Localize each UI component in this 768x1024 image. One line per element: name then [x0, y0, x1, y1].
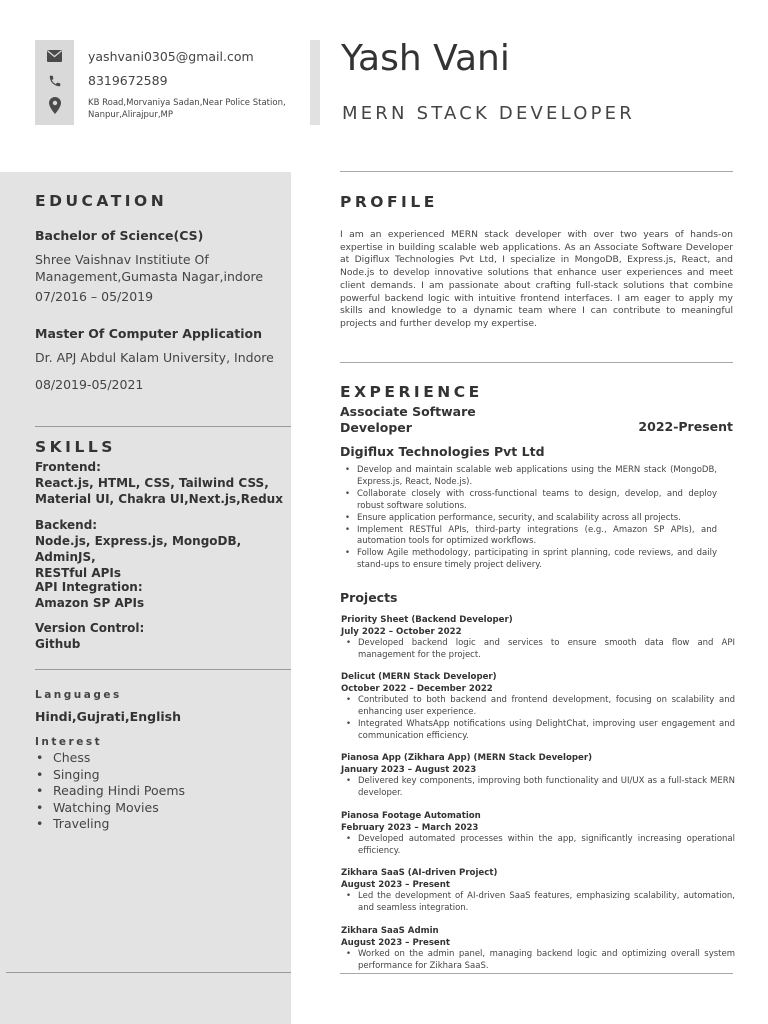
project-bullet: • Worked on the admin panel, managing backend logic and optimizing overall system performance for Zikhara SaaS.: [341, 949, 735, 973]
project-bullet: • Led the development of AI-driven SaaS features, emphasizing scalability, automation, and seamless integration.: [341, 891, 735, 915]
contact-phone[interactable]: 8319672589: [88, 73, 168, 88]
education-institute: [35, 251, 285, 285]
location-pin-icon: [35, 97, 74, 114]
project-name: Pianosa Footage Automation: [341, 811, 481, 821]
education-dates: 08/2019-05/2021: [35, 377, 144, 392]
candidate-name: Yash Vani: [341, 38, 510, 79]
project-name: Delicut (MERN Stack Developer): [341, 672, 497, 682]
name-accent-bar: [310, 40, 320, 125]
skill-label: Version Control:: [35, 621, 145, 635]
education-degree: Bachelor of Science(CS): [35, 228, 204, 243]
languages-value: Hindi,Gujrati,English: [35, 709, 181, 724]
project-dates: October 2022 – December 2022: [341, 684, 493, 694]
interest-list: [35, 750, 185, 833]
project-name: Zikhara SaaS (AI-driven Project): [341, 868, 498, 878]
project-dates: July 2022 – October 2022: [341, 627, 462, 637]
section-divider: [340, 171, 733, 172]
section-divider: [6, 972, 291, 973]
address-line: KB Road,Morvaniya Sadan,Near Police Station,: [88, 98, 286, 108]
job-title: [340, 404, 540, 436]
section-divider: [35, 426, 291, 427]
interest-item: • Singing: [35, 767, 185, 784]
education-institute: Dr. APJ Abdul Kalam University, Indore: [35, 350, 274, 365]
project-entry: [341, 867, 735, 915]
profile-summary: I am an experienced MERN stack developer with over two years of hands-on expertise in building scalable web applications. As an Associate Software Developer at Digiflux Technologies Pvt Ltd, I specialize in MongoDB, Express.js, React, and Node.js to develop innovative solutions that enhance user experiences and meet client demands. I am passionate about crafting full-stack solutions that combine powerful backend logic with intuitive frontend interfaces. I am eager to apply my skills and knowledge to a dynamic team where I can contribute to meaningful projects and further develop my expertise.: [340, 229, 733, 329]
experience-heading: EXPERIENCE: [340, 383, 483, 401]
project-bullet: • Contributed to both backend and frontend development, focusing on scalability and enhancing user experience.: [341, 695, 735, 719]
project-entry: [341, 810, 735, 858]
experience-bullets: [340, 465, 717, 572]
skill-line: Github: [35, 637, 81, 651]
project-entry: [341, 671, 735, 743]
skill-group-frontend: [35, 459, 285, 507]
section-divider: [340, 973, 733, 974]
skill-line: RESTful APIs: [35, 566, 122, 580]
interest-heading: Interest: [35, 736, 103, 748]
interest-item: • Watching Movies: [35, 800, 185, 817]
section-divider: [340, 362, 733, 363]
skill-line: Amazon SP APIs: [35, 596, 145, 610]
project-bullet: • Delivered key components, improving both functionality and UI/UX as a full-stack MERN developer.: [341, 776, 735, 800]
job-title-line: Developer: [340, 420, 412, 435]
skill-group-backend: [35, 517, 285, 581]
education-heading: EDUCATION: [35, 192, 168, 210]
skill-group-vcs: [35, 620, 285, 652]
contact-address: [88, 97, 293, 121]
project-dates: January 2023 – August 2023: [341, 765, 477, 775]
experience-bullet: • Ensure application performance, security, and scalability across all projects.: [340, 513, 717, 525]
project-name: Pianosa App (Zikhara App) (MERN Stack Developer): [341, 753, 592, 763]
skill-line: Material UI, Chakra UI,Next.js,Redux: [35, 492, 283, 506]
address-line: Nanpur,Alirajpur,MP: [88, 110, 173, 120]
project-entry: [341, 614, 735, 662]
candidate-role: MERN STACK DEVELOPER: [342, 103, 635, 124]
institute-line: Shree Vaishnav Institiute Of: [35, 252, 209, 267]
project-name: Zikhara SaaS Admin: [341, 926, 439, 936]
project-dates: August 2023 – Present: [341, 938, 450, 948]
education-dates: 07/2016 – 05/2019: [35, 289, 154, 304]
institute-line: Management,Gumasta Nagar,indore: [35, 269, 264, 284]
project-name: Priority Sheet (Backend Developer): [341, 615, 513, 625]
experience-bullet: • Develop and maintain scalable web applications using the MERN stack (MongoDB, Express.js, React, Node.js).: [340, 465, 717, 489]
project-entry: [341, 752, 735, 800]
skill-label: API Integration:: [35, 580, 143, 594]
section-divider: [35, 669, 291, 670]
contact-icon-strip: [35, 40, 74, 125]
phone-icon: [35, 74, 74, 88]
languages-heading: Languages: [35, 689, 122, 701]
interest-item: • Traveling: [35, 816, 185, 833]
skill-label: Backend:: [35, 518, 98, 532]
company-name: Digiflux Technologies Pvt Ltd: [340, 444, 545, 459]
experience-bullet: • Collaborate closely with cross-functional teams to design, develop, and deploy robust software solutions.: [340, 489, 717, 513]
experience-bullet: • Follow Agile methodology, participating in sprint planning, code reviews, and daily stand-ups to ensure timely project delivery.: [340, 548, 717, 572]
education-degree: Master Of Computer Application: [35, 326, 263, 341]
experience-bullet: • Implement RESTful APIs, third-party integrations (e.g., Amazon SP APIs), and automation tools for optimized workflows.: [340, 525, 717, 549]
mail-icon: [35, 50, 74, 62]
skill-group-api: [35, 579, 285, 611]
contact-email[interactable]: yashvani0305@gmail.com: [88, 49, 254, 64]
job-dates: 2022-Present: [638, 419, 733, 434]
project-bullet: • Developed backend logic and services to ensure smooth data flow and API management for the project.: [341, 638, 735, 662]
interest-item: • Reading Hindi Poems: [35, 783, 185, 800]
skill-line: Node.js, Express.js, MongoDB, AdminJS,: [35, 534, 242, 564]
project-bullet: • Integrated WhatsApp notifications using DelightChat, improving user engagement and communication efficiency.: [341, 719, 735, 743]
project-entry: [341, 925, 735, 973]
project-dates: August 2023 – Present: [341, 880, 450, 890]
project-bullet: • Developed automated processes within the app, significantly increasing operational efficiency.: [341, 834, 735, 858]
interest-item: • Chess: [35, 750, 185, 767]
projects-heading: Projects: [340, 590, 398, 605]
skill-line: React.js, HTML, CSS, Tailwind CSS,: [35, 476, 269, 490]
skills-heading: SKILLS: [35, 438, 116, 456]
job-title-line: Associate Software: [340, 404, 476, 419]
skill-label: Frontend:: [35, 460, 101, 474]
project-dates: February 2023 – March 2023: [341, 823, 479, 833]
profile-heading: PROFILE: [340, 193, 438, 211]
